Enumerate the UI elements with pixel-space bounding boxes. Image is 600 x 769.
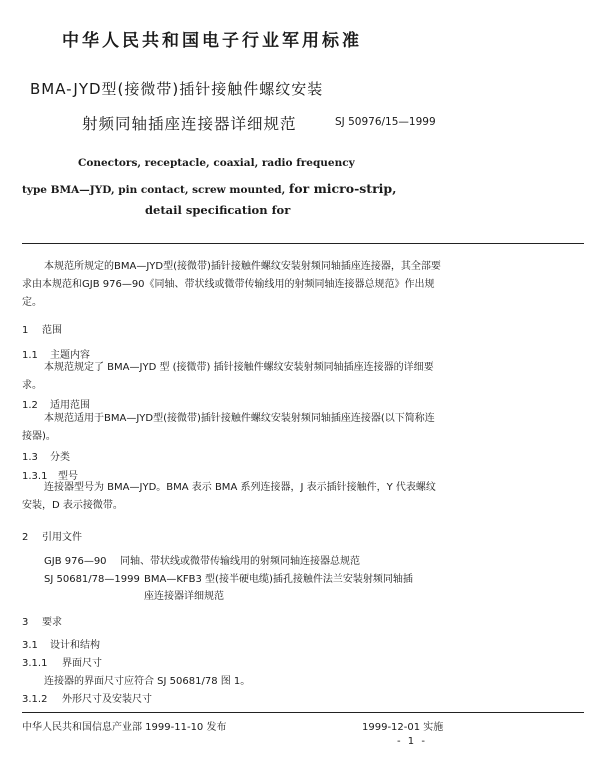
section-1-2-text: 本规范适用于BMA—JYD型(接微带)插针接触件螺纹安装射频同轴插座连接器(以下简称连接器)。 [22,413,435,442]
section-title: 外形尺寸及安装尺寸 [62,694,152,705]
section-3-1-1-heading [22,654,102,669]
title-line-2: 射频同轴插座连接器详细规范 [82,115,297,133]
reference-item [44,552,360,567]
section-title: 适用范围 [50,400,90,411]
section-number: 1.3.1 [22,471,48,482]
section-title: 型号 [58,471,78,482]
section-number: 3.1.1 [22,658,48,669]
section-title: 主题内容 [50,350,90,361]
section-1-2-heading [22,396,90,411]
effective-date: 1999-12-01 实施 [362,722,444,733]
section-1-1-text: 本规范规定了 BMA—JYD 型 (接微带) 插针接触件螺纹安装射频同轴插座连接器的详细要求。 [22,362,434,391]
section-3-1-1-text: 连接器的界面尺寸应符合 SJ 50681/78 图 1。 [44,676,251,687]
reference-title: BMA—KFB3 型(接半硬电缆)插孔接触件法兰安装射频同轴插 [144,574,413,585]
footer-divider [22,712,584,713]
reference-code: GJB 976—90 [44,556,107,567]
section-number: 2 [22,532,29,543]
reference-title: 同轴、带状线或微带传输线用的射频同轴连接器总规范 [120,556,360,567]
section-title: 范围 [42,325,62,336]
section-number: 3 [22,617,29,628]
section-title: 引用文件 [42,532,82,543]
section-title: 要求 [42,617,62,628]
section-title: 分类 [50,452,70,463]
section-title: 设计和结构 [50,640,100,651]
section-3-1-2-heading [22,690,152,705]
section-1-3-heading [22,448,70,463]
page-number: - 1 - [397,736,427,747]
section-number: 1.1 [22,350,38,361]
english-title-line-2b: for micro-strip, [288,181,397,196]
top-divider [22,243,584,244]
english-title-line-1: Conectors, receptacle, coaxial, radio frequency [78,157,355,169]
section-number: 1 [22,325,29,336]
english-title-line-2a: type BMA—JYD, pin contact, screw mounted, [22,184,286,196]
intro-paragraph: 本规范所规定的BMA—JYD型(接微带)插针接触件螺纹安装射频同轴插座连接器，其全部要求由本规范和GJB 976—90《同轴、带状线或微带传输线用的射频同轴连接器总规范》作出规定。 [22,261,441,308]
standard-header: 中华人民共和国电子行业军用标准 [62,31,362,51]
section-3-1-heading [22,636,100,651]
reference-title-continued: 座连接器详细规范 [144,591,224,602]
section-1-heading [22,321,62,336]
section-title: 界面尺寸 [62,658,102,669]
english-title-line-3: detail specification for [145,203,291,217]
section-number: 3.1.2 [22,694,48,705]
title-line-1: BMA-JYD型(接微带)插针接触件螺纹安装 [30,80,324,98]
section-1-3-1-text: 连接器型号为 BMA—JYD。BMA 表示 BMA 系列连接器，J 表示插针接触件，Y 代表螺纹安装，D 表示接微带。 [22,482,436,511]
reference-item [44,570,413,585]
issue-info: 中华人民共和国信息产业部 1999-11-10 发布 [22,722,227,733]
section-number: 1.3 [22,452,38,463]
section-2-heading [22,528,82,543]
section-number: 3.1 [22,640,38,651]
english-title-line-2 [22,181,397,196]
section-number: 1.2 [22,400,38,411]
reference-code: SJ 50681/78—1999 [44,574,140,585]
section-3-heading [22,613,62,628]
standard-number: SJ 50976/15—1999 [335,116,436,128]
